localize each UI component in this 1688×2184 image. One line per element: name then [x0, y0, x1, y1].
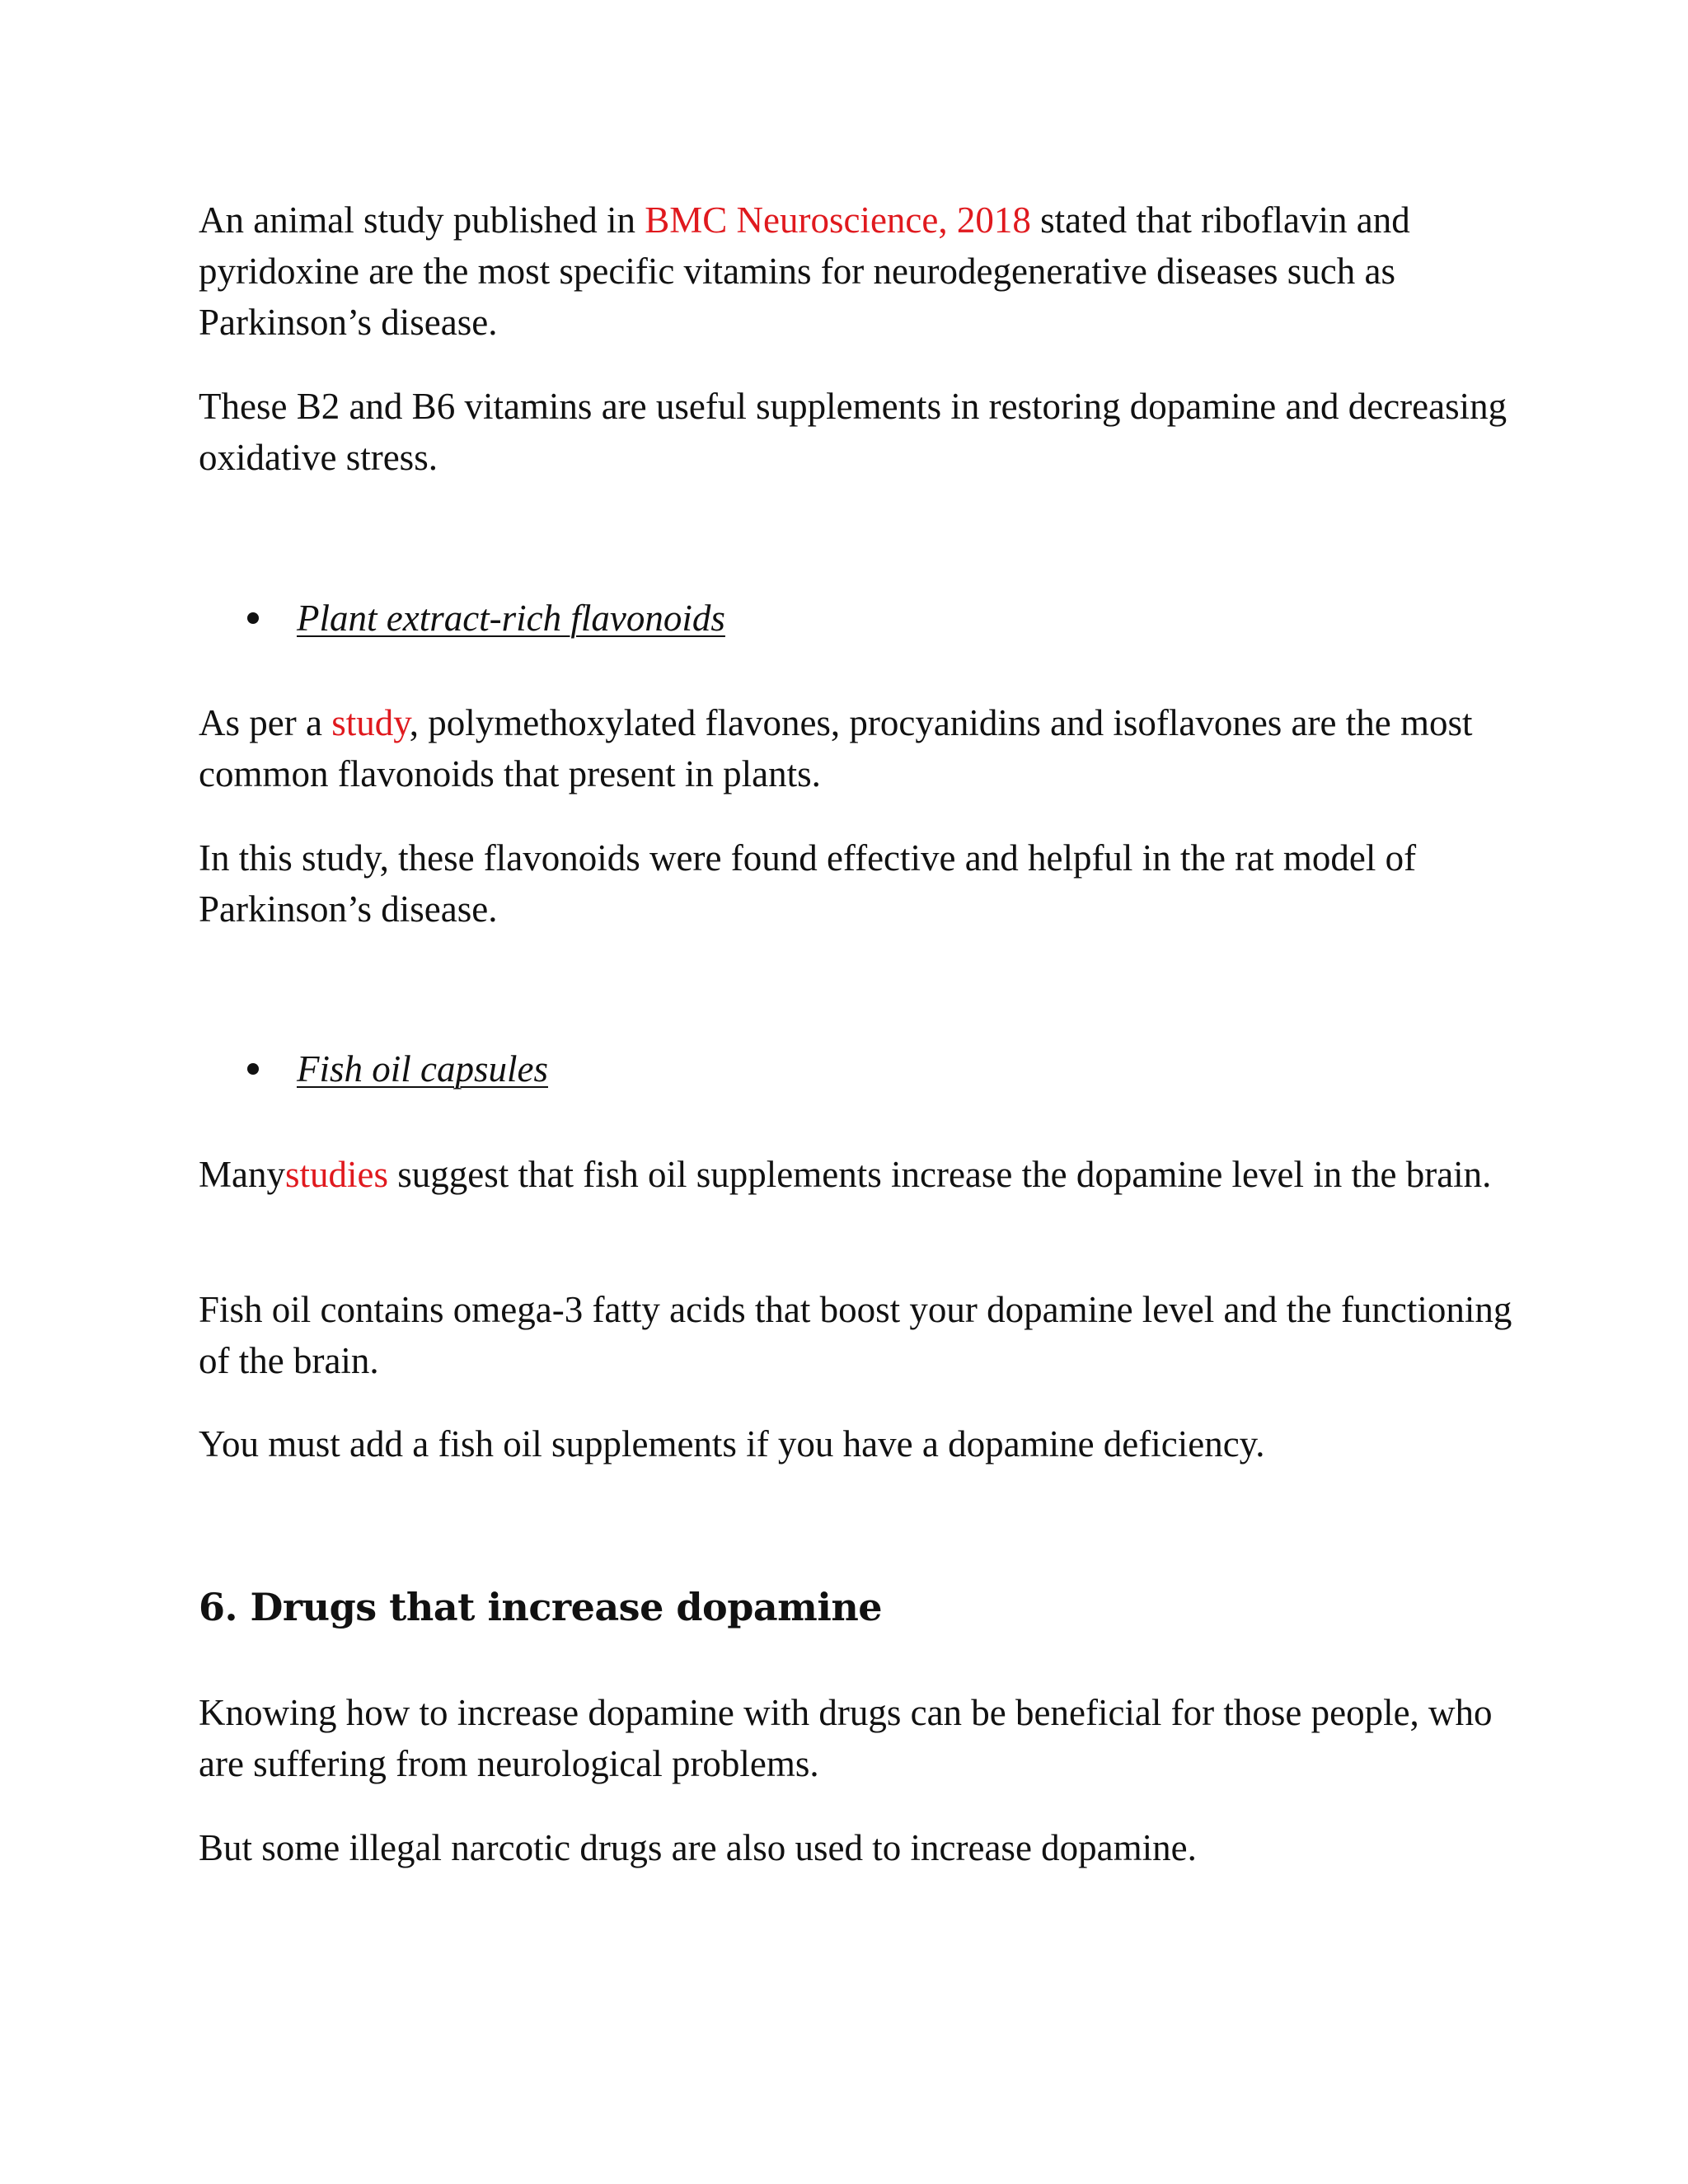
- bullet-label: Fish oil capsules: [297, 1048, 548, 1090]
- paragraph-flavones: [199, 697, 1517, 799]
- bullet-dot-icon: [247, 612, 259, 624]
- paragraph-text: Many: [199, 1154, 285, 1195]
- paragraph-fish-oil-studies: [199, 1149, 1517, 1200]
- paragraph-narcotic-drugs: But some illegal narcotic drugs are also used to increase dopamine.: [199, 1827, 1197, 1868]
- bullet-item-flavonoids: [247, 593, 725, 644]
- bullet-item-fish-oil: [247, 1043, 548, 1094]
- paragraph-omega-3: Fish oil contains omega-3 fatty acids that boost your dopamine level and the functioning of the brain.: [199, 1289, 1512, 1381]
- paragraph-rat-model: In this study, these flavonoids were found effective and helpful in the rat model of Parkinson’s disease.: [199, 837, 1417, 930]
- studies-link[interactable]: studies: [285, 1154, 389, 1195]
- bmc-neuroscience-link[interactable]: BMC Neuroscience, 2018: [645, 199, 1031, 241]
- paragraph-text: stated that riboflavin and pyridoxine are the most specific vitamins for neurodegenerative diseases such as Parkinson’s disease.: [199, 199, 1410, 343]
- paragraph-riboflavin: [199, 194, 1517, 348]
- section-heading: 6. Drugs that increase dopamine: [199, 1585, 883, 1629]
- paragraph-b2-b6: These B2 and B6 vitamins are useful supplements in restoring dopamine and decreasing oxidative stress.: [199, 386, 1507, 478]
- paragraph-text: , polymethoxylated flavones, procyanidins and isoflavones are the most common flavonoids that present in plants.: [199, 702, 1473, 794]
- paragraph-text: As per a: [199, 702, 332, 743]
- paragraph-text: An animal study published in: [199, 199, 645, 241]
- paragraph-fish-oil-deficiency: You must add a fish oil supplements if you have a dopamine deficiency.: [199, 1423, 1265, 1465]
- paragraph-text: suggest that fish oil supplements increase the dopamine level in the brain.: [388, 1154, 1492, 1195]
- study-link[interactable]: study: [331, 702, 410, 743]
- bullet-dot-icon: [247, 1063, 259, 1075]
- bullet-label: Plant extract-rich flavonoids: [297, 598, 725, 639]
- paragraph-drugs-benefit: Knowing how to increase dopamine with drugs can be beneficial for those people, who are suffering from neurological problems.: [199, 1692, 1493, 1784]
